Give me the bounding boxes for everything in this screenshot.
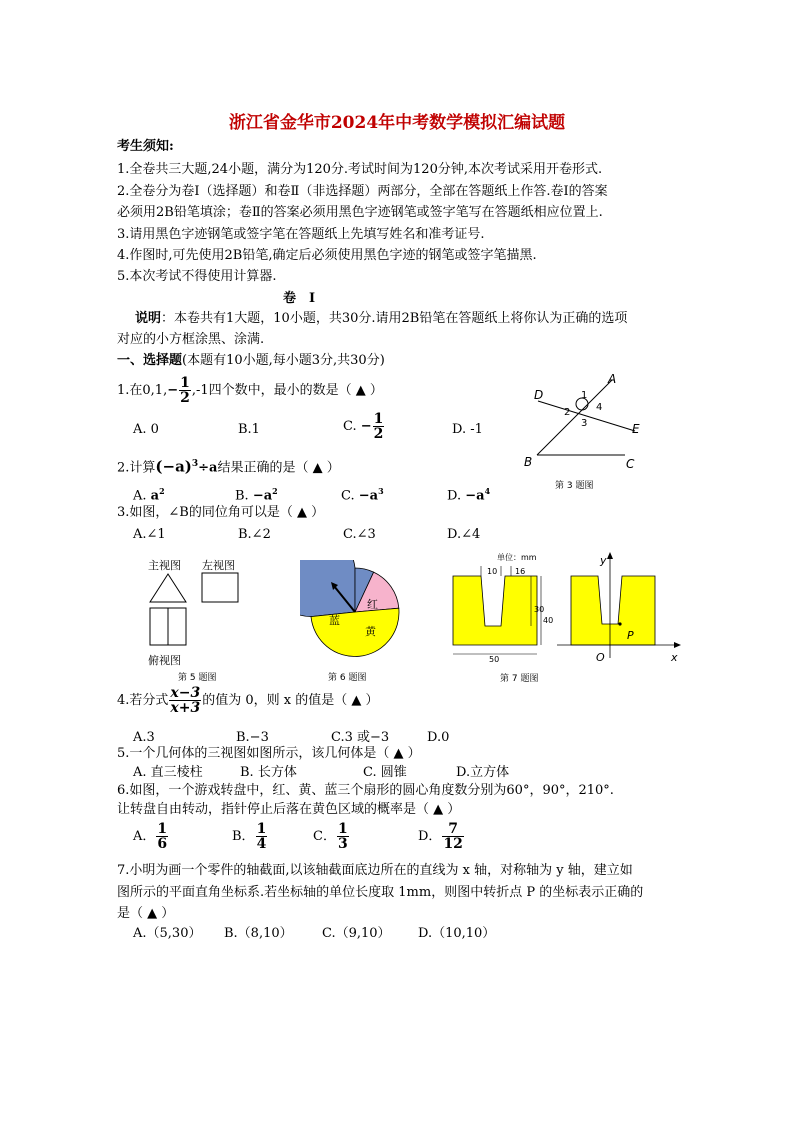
fig7-x-arrow bbox=[674, 642, 681, 648]
q2-option-c bbox=[341, 482, 384, 505]
q2-stem-b: 结果正确的是（ ▲ ） bbox=[217, 460, 340, 476]
q6-a-label: A． bbox=[133, 829, 156, 844]
fig3-angle-2: 2 bbox=[564, 407, 571, 418]
part-rest: (本题有10小题,每小题3分,共30分) bbox=[182, 353, 385, 368]
q3-option-a: A.∠1 bbox=[133, 527, 166, 542]
fig6-label-blue: 蓝 bbox=[329, 614, 340, 627]
q1-stem bbox=[117, 376, 383, 405]
fig7-label-y: y bbox=[600, 554, 607, 567]
q1-frac-den: 2 bbox=[180, 390, 190, 406]
fig3-angle-1: 1 bbox=[581, 390, 588, 401]
q4-option-a: A.3 bbox=[133, 730, 155, 745]
fig7-dim-10: 10 bbox=[487, 567, 498, 576]
figure-5 bbox=[140, 552, 255, 687]
q3-option-c: C.∠3 bbox=[343, 527, 376, 542]
fig6-sector-blue bbox=[300, 560, 355, 617]
fig7-label-o: O bbox=[596, 651, 605, 664]
q6-line-1: 6.如图，一个游戏转盘中，红、黄、蓝三个扇形的圆心角度数分别为60°，90°，210°. bbox=[117, 783, 614, 798]
fig5-caption: 第 5 题图 bbox=[178, 673, 217, 683]
fig6-label-yellow: 黄 bbox=[365, 625, 376, 638]
figure-7 bbox=[445, 548, 685, 688]
fig7-point-p bbox=[618, 622, 621, 625]
q2-exp: 3 bbox=[191, 459, 199, 469]
fig5-left-label: 左视图 bbox=[202, 559, 235, 572]
q3-option-d: D.∠4 bbox=[447, 527, 481, 542]
q2-a-label: A. bbox=[133, 488, 147, 504]
notice-1: 1.全卷共三大题,24小题，满分为120分.考试时间为120分钟,本次考试采用开卷形式. bbox=[117, 162, 603, 177]
q1-option-a: A. 0 bbox=[133, 422, 159, 437]
q6-d-num: 7 bbox=[442, 822, 463, 837]
q2-b-exp: 2 bbox=[272, 486, 278, 496]
fig7-unit: 单位：mm bbox=[497, 553, 537, 562]
fig7-dim-40: 40 bbox=[543, 616, 554, 625]
q2-d-val: −a bbox=[465, 488, 485, 504]
q1-frac-num: 1 bbox=[180, 375, 190, 391]
q1-stem-b: ,-1四个数中，最小的数是（ ▲ ） bbox=[191, 383, 383, 398]
notice-3: 3.请用黑色字迹钢笔或签字笔在答题纸上先填写姓名和准考证号. bbox=[117, 227, 485, 242]
q6-option-d bbox=[418, 822, 465, 851]
part-label: 一、选择题 bbox=[117, 353, 183, 368]
q1-fraction bbox=[179, 376, 191, 405]
q7-line-3: 是（ ▲ ） bbox=[117, 906, 175, 921]
q2-option-b bbox=[235, 482, 278, 505]
q6-option-b bbox=[232, 822, 268, 851]
figure-6 bbox=[300, 560, 410, 687]
q3-option-b: B.∠2 bbox=[238, 527, 271, 542]
figure-3 bbox=[500, 365, 660, 500]
fig3-angle-4: 4 bbox=[596, 402, 603, 413]
q1-option-b: B.1 bbox=[238, 422, 260, 437]
q5-option-c: C. 圆锥 bbox=[363, 765, 407, 780]
q1-c-label: C. bbox=[343, 419, 357, 434]
q1-stem-a: 1.在0,1, bbox=[117, 383, 168, 398]
q2-expr: (−a) bbox=[155, 457, 192, 476]
fig7-left-part bbox=[453, 576, 537, 645]
q5-option-a: A. 直三棱柱 bbox=[133, 765, 203, 780]
fig5-top-label: 俯视图 bbox=[148, 654, 181, 667]
notice-4: 4.作图时,可先使用2B铅笔,确定后必须使用黑色字迹的钢笔或签字笔描黑. bbox=[117, 248, 537, 263]
q1-option-c bbox=[343, 412, 385, 441]
q2-d-exp: 4 bbox=[484, 486, 491, 496]
fig3-line-ba bbox=[537, 380, 612, 455]
q4-frac-den: x+3 bbox=[170, 700, 201, 716]
q2-b-label: B. bbox=[235, 488, 249, 504]
q1-frac-sign: − bbox=[167, 383, 179, 398]
fig6-label-red: 红 bbox=[367, 598, 378, 611]
q6-d-den: 12 bbox=[443, 836, 463, 852]
q6-b-den: 4 bbox=[256, 836, 267, 852]
fig7-caption: 第 7 题图 bbox=[500, 674, 539, 684]
q1-c-num: 1 bbox=[373, 411, 384, 427]
q4-stem bbox=[117, 686, 379, 715]
fig5-front-view bbox=[150, 574, 186, 602]
q6-a-num: 1 bbox=[157, 821, 168, 837]
desc-label: 说明 bbox=[135, 311, 162, 326]
notice-5: 5.本次考试不得使用计算器. bbox=[117, 269, 277, 284]
fig3-caption: 第 3 题图 bbox=[555, 481, 594, 491]
q6-c-label: C． bbox=[313, 829, 336, 844]
fig3-label-a: A bbox=[608, 372, 617, 386]
q4-option-b: B.−3 bbox=[236, 730, 269, 745]
q7-option-c: C.（9,10） bbox=[322, 926, 391, 941]
q5-option-d: D.立方体 bbox=[456, 765, 510, 780]
fig6-caption: 第 6 题图 bbox=[328, 673, 367, 683]
q2-a-exp: 2 bbox=[159, 486, 165, 496]
q6-b-num: 1 bbox=[256, 821, 267, 837]
q6-a-fraction bbox=[156, 822, 168, 851]
section-desc-2: 对应的小方框涂黑、涂满. bbox=[117, 332, 265, 347]
part-heading bbox=[117, 352, 385, 370]
fig3-label-e: E bbox=[632, 422, 640, 436]
fig3-label-d: D bbox=[534, 388, 544, 402]
q2-option-a bbox=[133, 482, 165, 505]
q1-option-d: D. -1 bbox=[452, 422, 483, 437]
q7-line-2: 图所示的平面直角坐标系.若坐标轴的单位长度取 1mm，则图中转折点 P 的坐标表示正确的 bbox=[117, 885, 644, 900]
fig3-label-b: B bbox=[524, 455, 533, 469]
q6-c-num: 1 bbox=[337, 821, 348, 837]
q6-c-fraction bbox=[337, 822, 349, 851]
q2-c-val: −a bbox=[358, 488, 379, 504]
q4-frac-num: x−3 bbox=[170, 685, 201, 701]
q6-b-label: B． bbox=[232, 829, 255, 844]
q2-a-val: a bbox=[150, 488, 160, 504]
q6-b-fraction bbox=[256, 822, 268, 851]
fig7-label-p: P bbox=[627, 629, 634, 642]
fig5-front-label: 主视图 bbox=[148, 559, 181, 572]
q2-c-label: C. bbox=[341, 488, 355, 504]
page-title: 浙江省金华市2024年中考数学模拟汇编试题 bbox=[228, 113, 566, 133]
notice-2a: 2.全卷分为卷Ⅰ（选择题）和卷Ⅱ（非选择题）两部分，全部在答题纸上作答.卷Ⅰ的答案 bbox=[117, 184, 608, 199]
q3-stem: 3.如图，∠B的同位角可以是（ ▲ ） bbox=[117, 505, 325, 520]
q2-d-label: D. bbox=[447, 488, 462, 504]
q2-c-exp: 3 bbox=[378, 486, 384, 496]
fig5-left-view bbox=[202, 573, 238, 602]
q6-option-c bbox=[313, 822, 350, 851]
q2-stem-a: 2.计算 bbox=[117, 460, 156, 476]
q6-option-a bbox=[133, 822, 169, 851]
q4-stem-a: 4.若分式 bbox=[117, 693, 169, 708]
q2-stem bbox=[117, 455, 340, 477]
fig7-y-arrow bbox=[607, 552, 613, 559]
q7-option-a: A.（5,30） bbox=[133, 926, 202, 941]
q1-c-fraction bbox=[373, 412, 385, 441]
notice-2b: 必须用2B铅笔填涂；卷Ⅱ的答案必须用黑色字迹钢笔或签字笔写在答题纸相应位置上. bbox=[117, 205, 603, 220]
fig7-right-part bbox=[571, 576, 655, 645]
q5-stem: 5.一个几何体的三视图如图所示，该几何体是（ ▲ ） bbox=[117, 746, 421, 761]
q2-stem-mid: ÷a bbox=[198, 460, 218, 476]
q4-fraction bbox=[169, 686, 201, 715]
fig7-dim-50: 50 bbox=[489, 655, 500, 664]
q4-stem-b: 的值为 0，则 x 的值是（ ▲ ） bbox=[202, 693, 379, 708]
fig7-dim-30: 30 bbox=[534, 605, 545, 614]
fig3-label-c: C bbox=[626, 457, 635, 471]
q6-a-den: 6 bbox=[157, 836, 168, 852]
section-desc-1 bbox=[135, 310, 627, 328]
q6-d-label: D． bbox=[418, 829, 442, 844]
fig7-dim-16: 16 bbox=[515, 567, 526, 576]
fig7-label-x: x bbox=[671, 651, 678, 664]
q2-b-val: −a bbox=[252, 488, 273, 504]
q6-line-2: 让转盘自由转动，指针停止后落在黄色区域的概率是（ ▲ ） bbox=[117, 802, 461, 817]
q1-c-den: 2 bbox=[373, 426, 384, 442]
q6-d-fraction bbox=[442, 822, 463, 851]
q1-c-sign: − bbox=[360, 419, 372, 434]
q4-option-d: D.0 bbox=[427, 730, 450, 745]
notice-heading: 考生须知: bbox=[117, 139, 174, 154]
q2-option-d bbox=[447, 482, 490, 505]
q4-option-c: C.3 或−3 bbox=[331, 730, 390, 745]
q7-line-1: 7.小明为画一个零件的轴截面,以该轴截面底边所在的直线为 x 轴，对称轴为 y 轴，建立如 bbox=[117, 863, 633, 878]
fig3-angle-3: 3 bbox=[581, 418, 588, 429]
q7-option-b: B.（8,10） bbox=[224, 926, 293, 941]
q6-c-den: 3 bbox=[337, 836, 348, 852]
q5-option-b: B. 长方体 bbox=[240, 765, 297, 780]
desc-text: ：本卷共有1大题，10小题，共30分.请用2B铅笔在答题纸上将你认为正确的选项 bbox=[161, 311, 628, 326]
section-title: 卷 Ⅰ bbox=[283, 291, 316, 306]
q7-option-d: D.（10,10） bbox=[418, 926, 496, 941]
fig6-sector-yellow bbox=[311, 608, 399, 656]
